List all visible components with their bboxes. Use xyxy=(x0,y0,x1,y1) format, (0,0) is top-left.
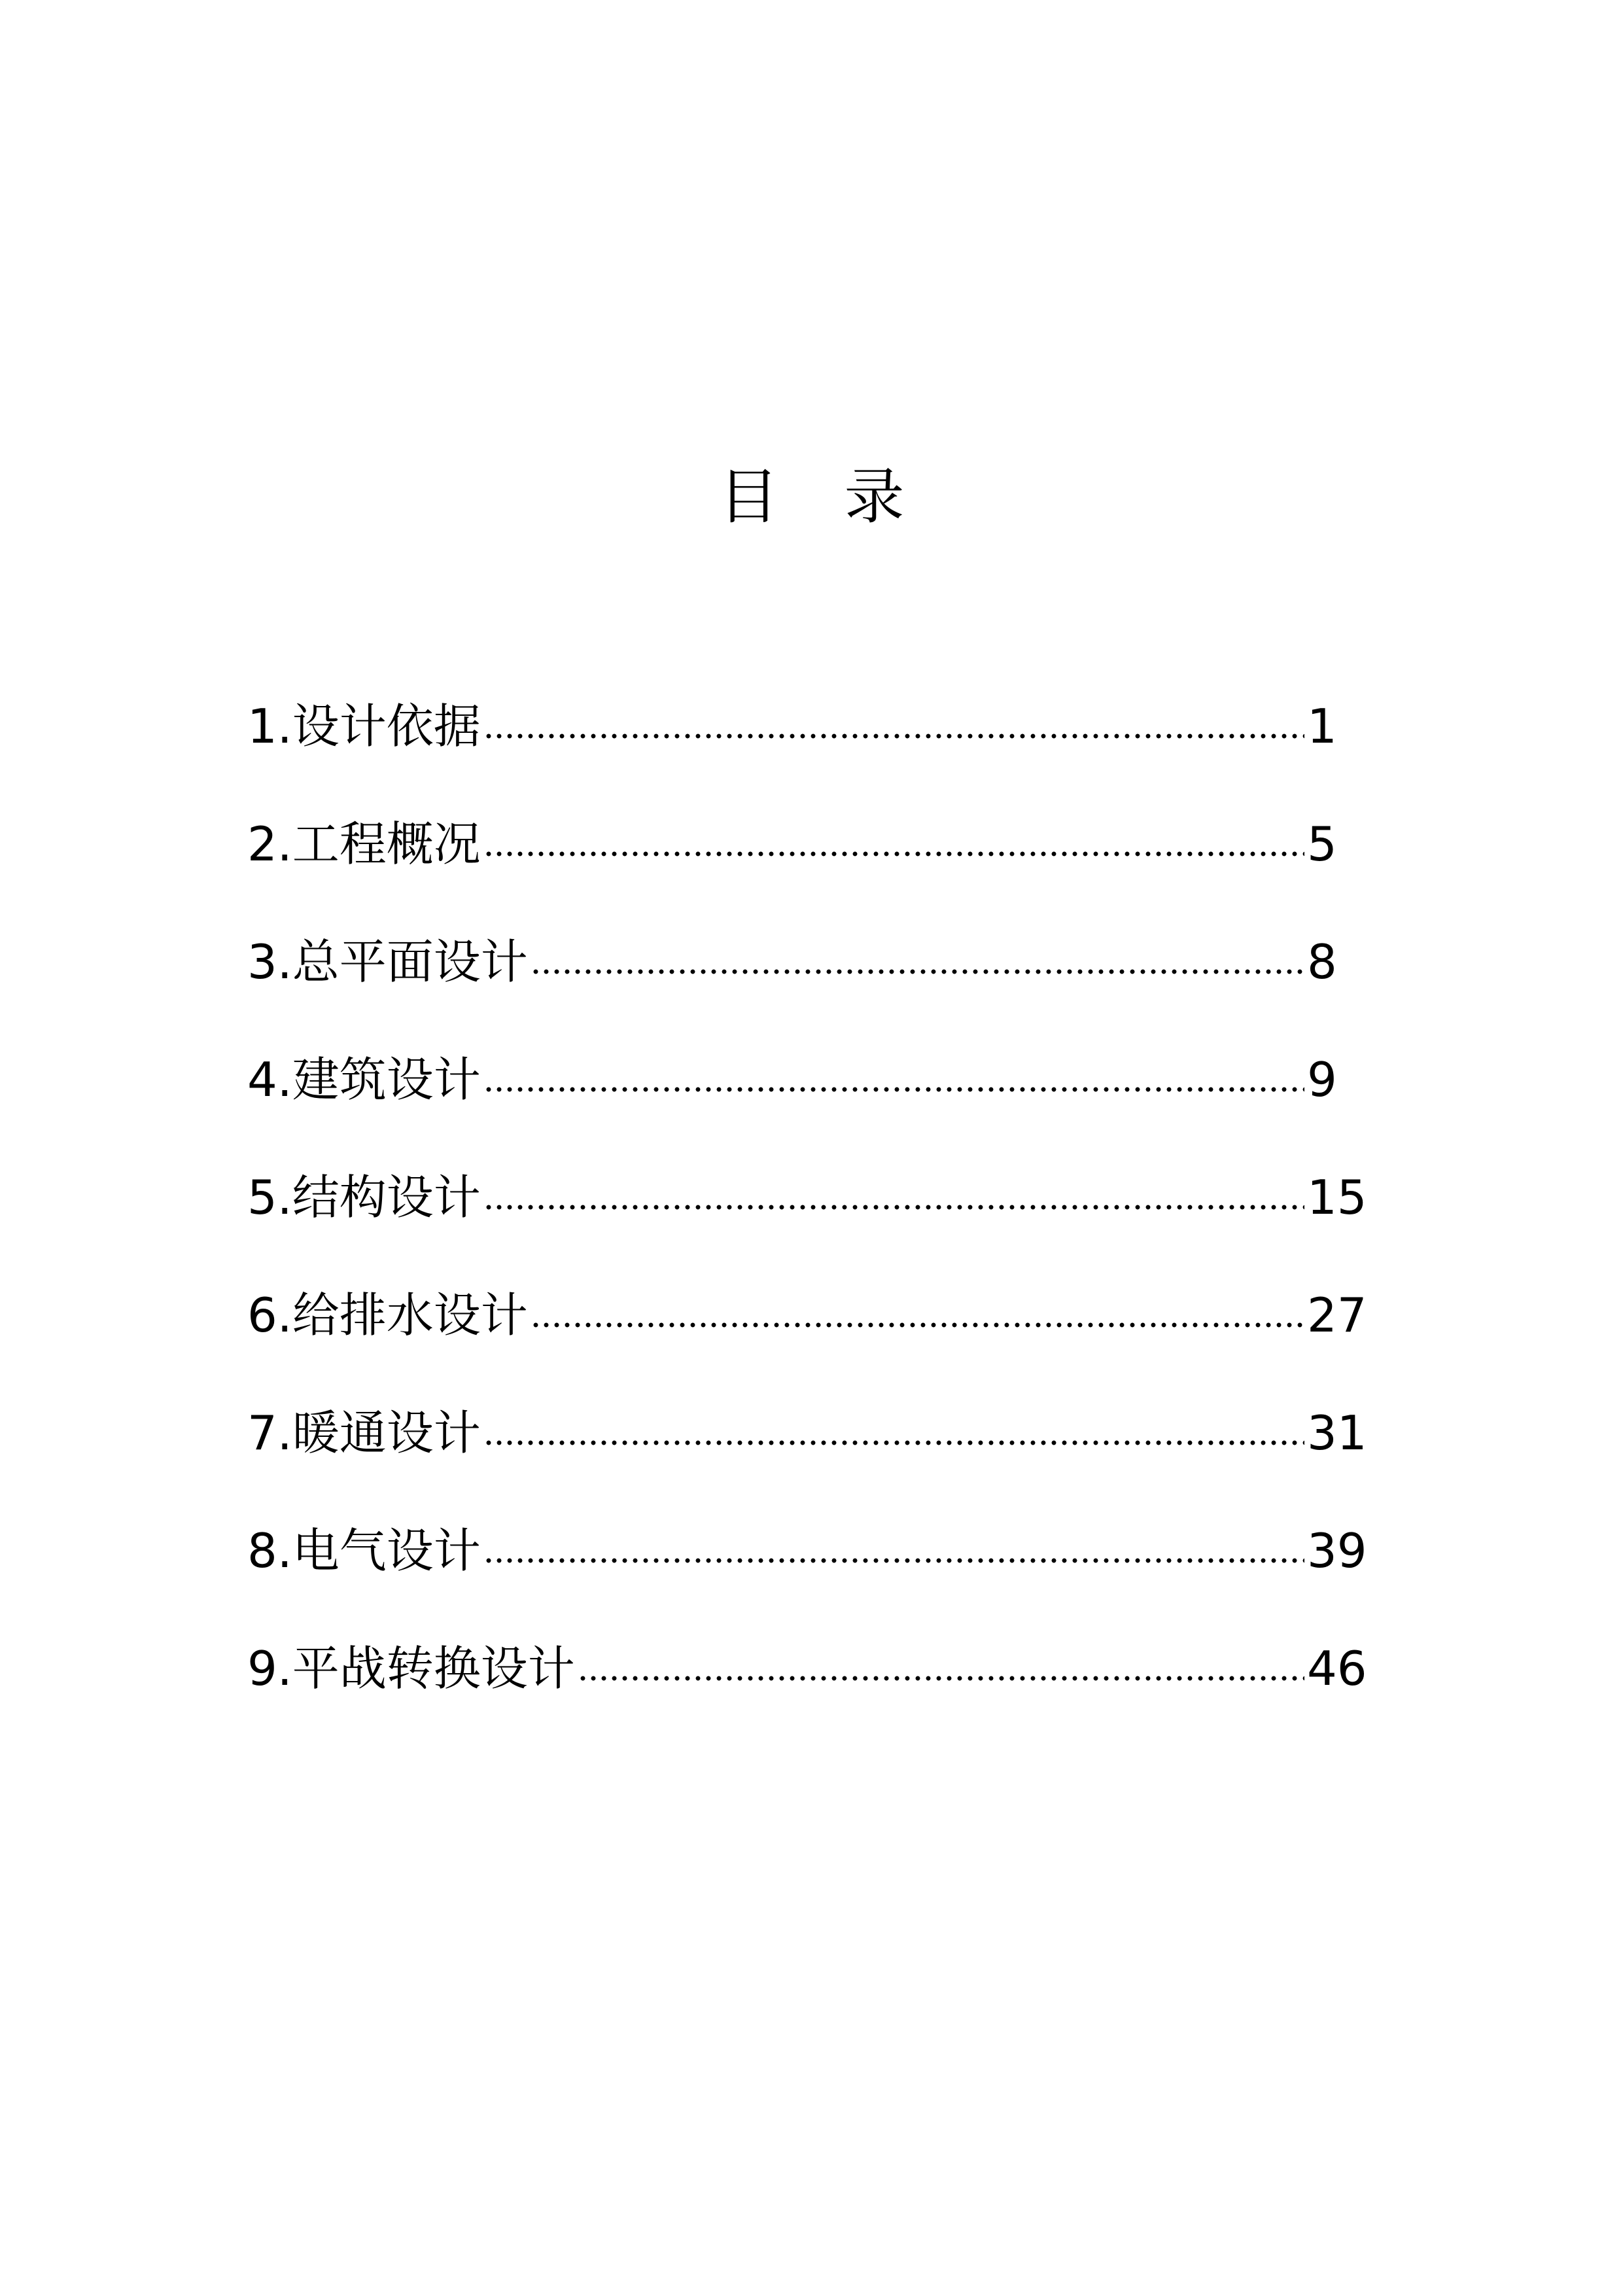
toc-entry-title: 平战转换设计 xyxy=(292,1641,575,1696)
toc-entry-label xyxy=(247,1400,481,1466)
toc-entry-4[interactable] xyxy=(247,1047,1372,1165)
toc-dot-leader xyxy=(483,1205,1304,1210)
toc-entry-label xyxy=(247,1165,481,1230)
toc-entry-1[interactable] xyxy=(247,694,1372,811)
toc-entry-page: 8 xyxy=(1307,934,1337,989)
toc-entry-page: 1 xyxy=(1307,699,1337,754)
toc-dot-leader xyxy=(483,851,1304,857)
toc-dot-leader xyxy=(531,969,1304,974)
toc-entry-label xyxy=(247,1047,481,1112)
title-char-2: 录 xyxy=(844,462,905,532)
toc-entry-9[interactable] xyxy=(247,1636,1372,1754)
toc-entry-number: 9. xyxy=(247,1641,292,1696)
toc-entry-number: 4. xyxy=(247,1052,292,1107)
toc-entry-title: 工程概况 xyxy=(292,817,481,872)
toc-entry-number: 5. xyxy=(247,1170,292,1225)
toc-entry-page: 39 xyxy=(1307,1523,1367,1578)
toc-entry-page: 9 xyxy=(1307,1052,1337,1107)
toc-dot-leader xyxy=(483,733,1304,739)
toc-entry-label xyxy=(247,1518,481,1583)
toc-entry-page: 46 xyxy=(1307,1641,1367,1696)
toc-dot-leader xyxy=(483,1087,1304,1092)
toc-entry-2[interactable] xyxy=(247,811,1372,929)
toc-dot-leader xyxy=(483,1440,1304,1445)
toc-dot-leader xyxy=(483,1558,1304,1563)
toc-entry-label xyxy=(247,694,481,759)
toc-dot-leader xyxy=(578,1676,1304,1681)
toc-entry-title: 建筑设计 xyxy=(292,1052,481,1107)
toc-entry-number: 6. xyxy=(247,1288,292,1343)
toc-entry-label xyxy=(247,1636,575,1701)
toc-entry-title: 总平面设计 xyxy=(292,934,528,989)
toc-entry-page: 15 xyxy=(1307,1170,1367,1225)
toc-entry-title: 设计依据 xyxy=(292,699,481,754)
toc-entry-3[interactable] xyxy=(247,929,1372,1047)
toc-entry-title: 结构设计 xyxy=(292,1170,481,1225)
toc-entry-page: 31 xyxy=(1307,1405,1367,1460)
table-of-contents xyxy=(247,694,1372,1754)
toc-entry-label xyxy=(247,811,481,877)
toc-entry-6[interactable] xyxy=(247,1282,1372,1400)
toc-entry-number: 3. xyxy=(247,934,292,989)
title-char-1: 目 xyxy=(718,462,779,532)
toc-entry-label xyxy=(247,1282,528,1348)
toc-entry-5[interactable] xyxy=(247,1165,1372,1282)
toc-entry-number: 8. xyxy=(247,1523,292,1578)
page-title xyxy=(0,458,1623,537)
toc-entry-number: 2. xyxy=(247,817,292,872)
toc-entry-number: 7. xyxy=(247,1405,292,1460)
toc-entry-8[interactable] xyxy=(247,1518,1372,1636)
toc-dot-leader xyxy=(531,1322,1304,1328)
toc-entry-label xyxy=(247,929,528,995)
toc-entry-title: 暖通设计 xyxy=(292,1405,481,1460)
toc-entry-7[interactable] xyxy=(247,1400,1372,1518)
toc-entry-title: 给排水设计 xyxy=(292,1288,528,1343)
toc-entry-number: 1. xyxy=(247,699,292,754)
toc-entry-page: 5 xyxy=(1307,817,1337,872)
toc-entry-page: 27 xyxy=(1307,1288,1367,1343)
toc-entry-title: 电气设计 xyxy=(292,1523,481,1578)
